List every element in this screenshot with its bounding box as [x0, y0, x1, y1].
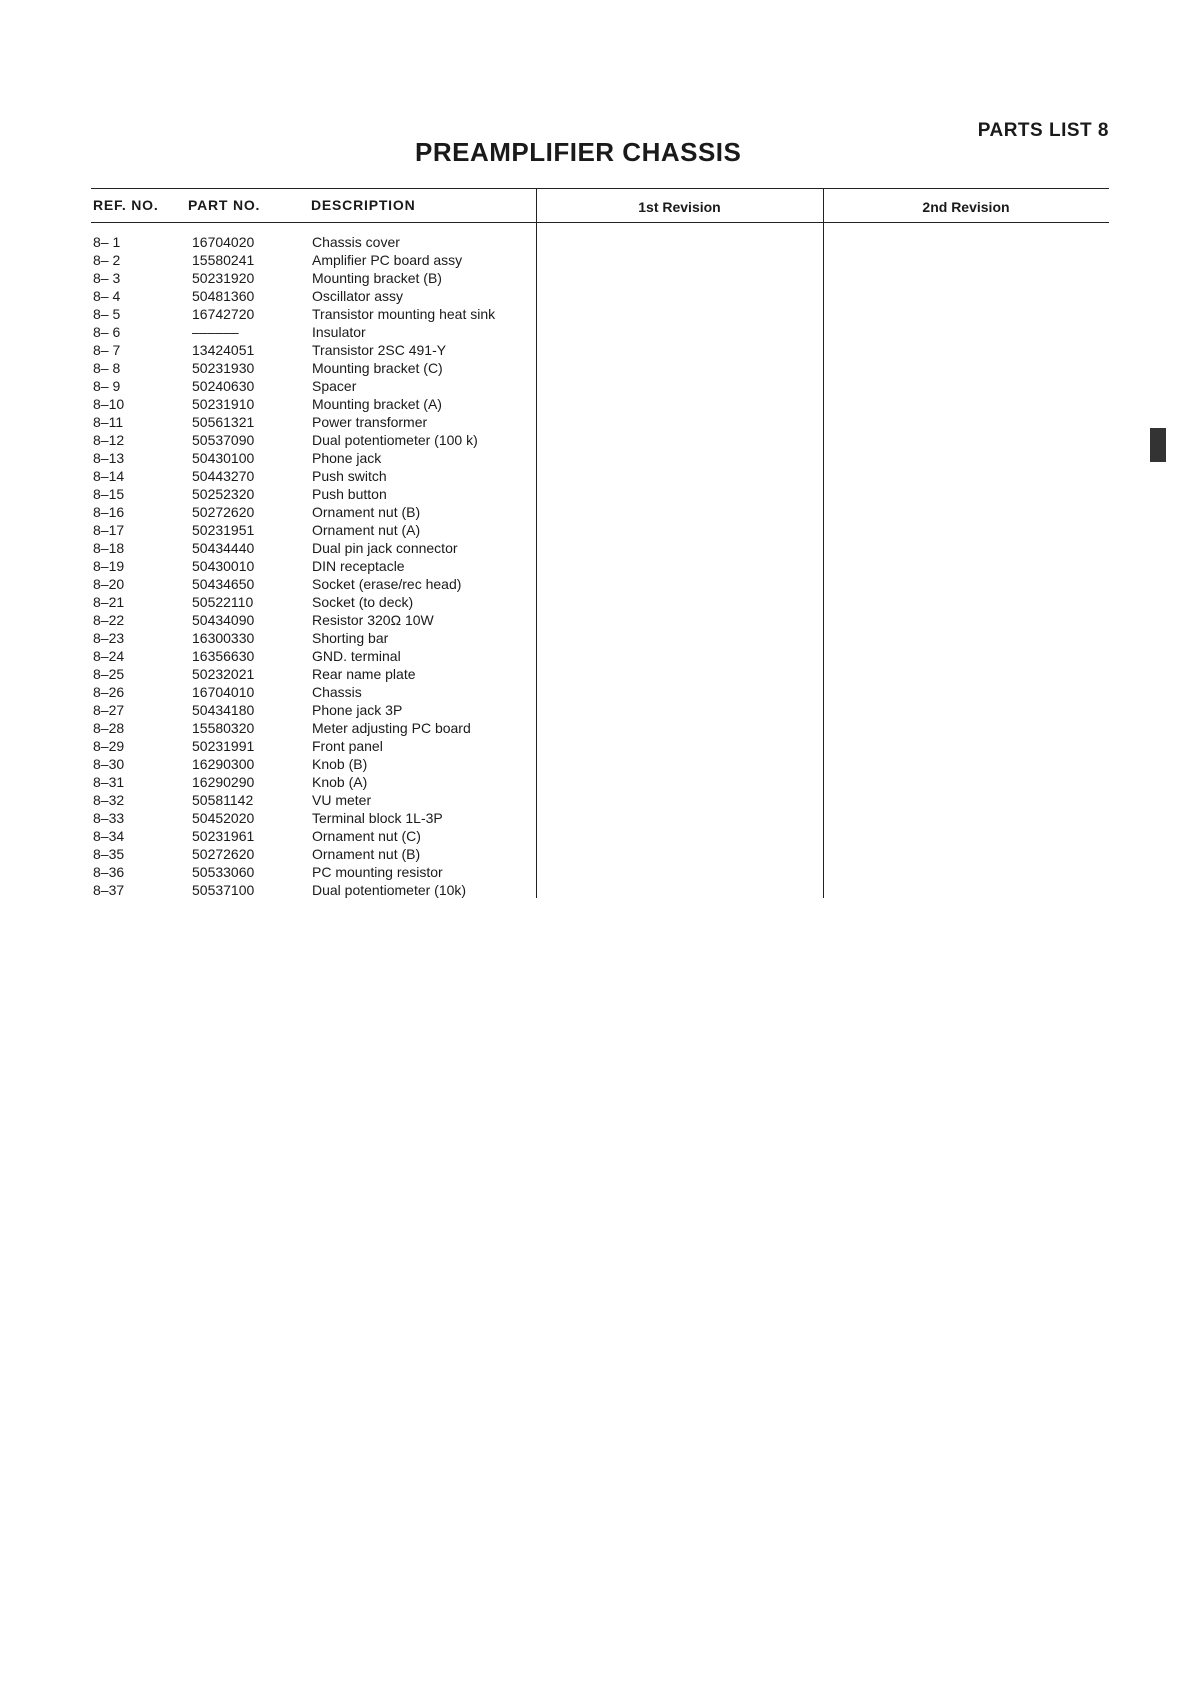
- description-cell: VU meter: [312, 792, 372, 808]
- ref-number-cell: 8– 9: [93, 378, 121, 394]
- part-number-cell: 16290300: [192, 756, 255, 772]
- ref-number-cell: 8– 8: [93, 360, 121, 376]
- description-cell: Transistor 2SC 491-Y: [312, 342, 447, 358]
- part-number-cell: 50231910: [192, 396, 255, 412]
- page-title: PREAMPLIFIER CHASSIS: [415, 137, 742, 167]
- description-cell: Chassis: [312, 684, 362, 700]
- ref-number-cell: 8–21: [93, 594, 125, 610]
- ref-number-cell: 8–18: [93, 540, 125, 556]
- description-cell: Terminal block 1L-3P: [312, 810, 443, 826]
- ref-number-cell: 8–24: [93, 648, 125, 664]
- description-cell: Spacer: [312, 378, 357, 394]
- ref-number-cell: 8–30: [93, 756, 125, 772]
- part-number-cell: 50231991: [192, 738, 255, 754]
- part-number-cell: 50252320: [192, 486, 255, 502]
- part-number-cell: 13424051: [192, 342, 255, 358]
- description-cell: Ornament nut (B): [312, 846, 421, 862]
- ref-number-cell: 8–23: [93, 630, 125, 646]
- ref-number-cell: 8–14: [93, 468, 125, 484]
- ref-number-cell: 8– 4: [93, 288, 121, 304]
- ref-number-cell: 8– 1: [93, 234, 121, 250]
- description-cell: Rear name plate: [312, 666, 416, 682]
- description-cell: Shorting bar: [312, 630, 389, 646]
- part-number-cell: 16704020: [192, 234, 255, 250]
- part-number-cell: 50533060: [192, 864, 255, 880]
- ref-number-cell: 8–16: [93, 504, 125, 520]
- part-number-cell: 15580241: [192, 252, 255, 268]
- description-cell: Ornament nut (B): [312, 504, 421, 520]
- ref-number-cell: 8–36: [93, 864, 125, 880]
- part-number-cell: 16300330: [192, 630, 255, 646]
- description-cell: Push button: [312, 486, 387, 502]
- description-cell: Push switch: [312, 468, 387, 484]
- ref-number-cell: 8–20: [93, 576, 125, 592]
- description-cell: Mounting bracket (B): [312, 270, 442, 286]
- description-cell: Oscillator assy: [312, 288, 404, 304]
- column-divider-rev1: [536, 188, 537, 898]
- description-cell: Resistor 320Ω 10W: [312, 612, 434, 628]
- part-number-cell: 50231920: [192, 270, 255, 286]
- description-cell: Dual potentiometer (100 k): [312, 432, 478, 448]
- description-cell: Transistor mounting heat sink: [312, 306, 496, 322]
- description-cell: Socket (to deck): [312, 594, 414, 610]
- description-cell: Mounting bracket (A): [312, 396, 442, 412]
- description-cell: Insulator: [312, 324, 366, 340]
- parts-list-label: PARTS LIST 8: [977, 120, 1109, 141]
- ref-number-cell: 8–19: [93, 558, 125, 574]
- ref-number-cell: 8–26: [93, 684, 125, 700]
- column-header-1st-revision: 1st Revision: [638, 199, 721, 215]
- ref-number-cell: 8–25: [93, 666, 125, 682]
- ref-number-cell: 8–17: [93, 522, 125, 538]
- description-cell: Meter adjusting PC board: [312, 720, 471, 736]
- ref-number-cell: 8– 2: [93, 252, 121, 268]
- ref-number-cell: 8–32: [93, 792, 125, 808]
- part-number-cell: 50452020: [192, 810, 255, 826]
- ref-number-cell: 8–10: [93, 396, 125, 412]
- description-cell: Chassis cover: [312, 234, 400, 250]
- part-number-cell: 50443270: [192, 468, 255, 484]
- ref-number-cell: 8–12: [93, 432, 125, 448]
- part-number-cell: 50434650: [192, 576, 255, 592]
- description-cell: Mounting bracket (C): [312, 360, 443, 376]
- ref-number-cell: 8–22: [93, 612, 125, 628]
- description-cell: GND. terminal: [312, 648, 401, 664]
- ref-number-cell: 8–34: [93, 828, 125, 844]
- column-divider-rev2: [823, 188, 824, 898]
- description-cell: PC mounting resistor: [312, 864, 443, 880]
- part-number-cell: 50537100: [192, 882, 255, 898]
- part-number-cell: 50231961: [192, 828, 255, 844]
- ref-number-cell: 8–29: [93, 738, 125, 754]
- ref-number-cell: 8–27: [93, 702, 125, 718]
- part-number-cell: 50272620: [192, 504, 255, 520]
- part-number-cell: 16704010: [192, 684, 255, 700]
- part-number-cell: 16742720: [192, 306, 255, 322]
- part-number-cell: 50434440: [192, 540, 255, 556]
- part-number-cell: 50481360: [192, 288, 255, 304]
- part-number-cell: 50231951: [192, 522, 255, 538]
- page-edge-tab-marker: [1150, 428, 1166, 462]
- ref-number-cell: 8– 6: [93, 324, 121, 340]
- part-number-cell: 50240630: [192, 378, 255, 394]
- description-cell: Amplifier PC board assy: [312, 252, 463, 268]
- part-number-cell: 15580320: [192, 720, 255, 736]
- part-number-cell: ––––––: [192, 324, 239, 340]
- part-number-cell: 16356630: [192, 648, 255, 664]
- part-number-cell: 50434090: [192, 612, 255, 628]
- description-cell: Dual pin jack connector: [312, 540, 458, 556]
- column-header-part: PART NO.: [188, 197, 261, 213]
- description-cell: DIN receptacle: [312, 558, 405, 574]
- description-cell: Power transformer: [312, 414, 428, 430]
- table-header-rule: [91, 222, 1109, 223]
- part-number-cell: 50231930: [192, 360, 255, 376]
- column-header-2nd-revision: 2nd Revision: [922, 199, 1010, 215]
- ref-number-cell: 8–33: [93, 810, 125, 826]
- ref-number-cell: 8–11: [93, 414, 124, 430]
- description-cell: Ornament nut (A): [312, 522, 421, 538]
- part-number-cell: 50537090: [192, 432, 255, 448]
- ref-number-cell: 8– 7: [93, 342, 121, 358]
- description-cell: Ornament nut (C): [312, 828, 421, 844]
- part-number-cell: 50522110: [192, 594, 254, 610]
- description-cell: Phone jack: [312, 450, 382, 466]
- ref-number-cell: 8– 3: [93, 270, 121, 286]
- ref-number-cell: 8–35: [93, 846, 125, 862]
- description-cell: Knob (A): [312, 774, 368, 790]
- description-cell: Front panel: [312, 738, 383, 754]
- part-number-cell: 16290290: [192, 774, 255, 790]
- ref-number-cell: 8–31: [93, 774, 125, 790]
- ref-number-cell: 8– 5: [93, 306, 121, 322]
- part-number-cell: 50561321: [192, 414, 255, 430]
- table-top-rule: [91, 188, 1109, 189]
- part-number-cell: 50434180: [192, 702, 255, 718]
- description-cell: Knob (B): [312, 756, 368, 772]
- part-number-cell: 50430100: [192, 450, 255, 466]
- description-cell: Phone jack 3P: [312, 702, 403, 718]
- description-cell: Socket (erase/rec head): [312, 576, 462, 592]
- ref-number-cell: 8–15: [93, 486, 125, 502]
- column-header-description: DESCRIPTION: [311, 197, 416, 213]
- part-number-cell: 50430010: [192, 558, 255, 574]
- ref-number-cell: 8–28: [93, 720, 125, 736]
- description-cell: Dual potentiometer (10k): [312, 882, 467, 898]
- column-header-ref: REF. NO.: [93, 197, 159, 213]
- part-number-cell: 50232021: [192, 666, 255, 682]
- ref-number-cell: 8–13: [93, 450, 125, 466]
- ref-number-cell: 8–37: [93, 882, 125, 898]
- part-number-cell: 50272620: [192, 846, 255, 862]
- part-number-cell: 50581142: [192, 792, 254, 808]
